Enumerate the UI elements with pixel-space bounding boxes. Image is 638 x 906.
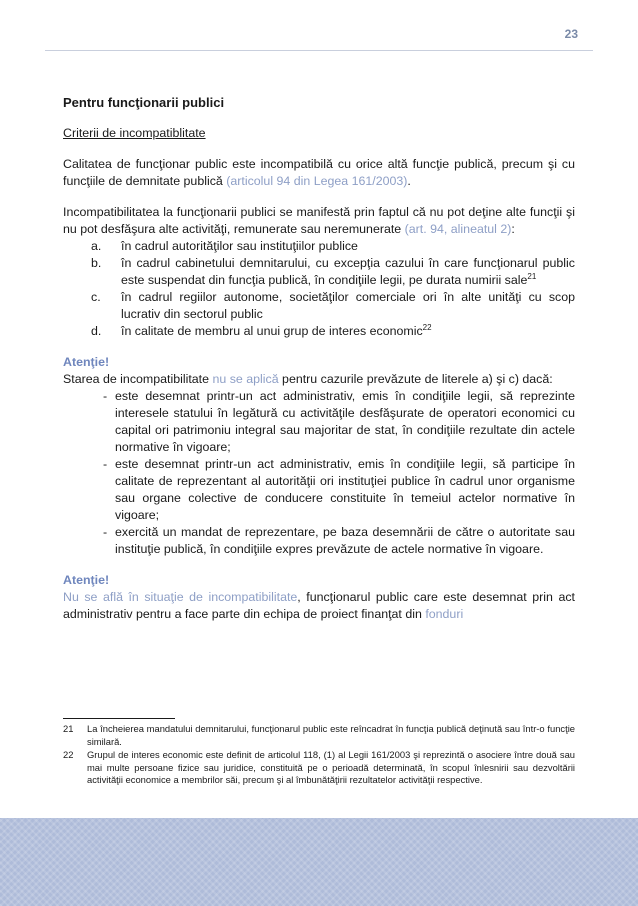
footnote-22: [63, 749, 575, 787]
footnote-text: La încheierea mandatului demnitarului, funcţionarul public este reîncadrat în funcţia publică deţinută sau într-o funcţie similară.: [87, 723, 575, 747]
law-reference: (art. 94, alineatul 2): [404, 222, 512, 236]
list-marker: -: [103, 525, 108, 539]
footnote-number: 21: [63, 723, 74, 734]
punctuation: .: [407, 174, 411, 188]
list-marker: d.: [91, 324, 102, 338]
list-item-text: exercită un mandat de reprezentare, pe baza desemnării de către o autoritate sau instituţie publică, în condiţiile expres prevăzute de actele normative în vigoare.: [115, 525, 575, 556]
footnote-number: 22: [63, 749, 74, 760]
list-item-text: în cadrul cabinetului demnitarului, cu excepţia cazului în care funcţionarul public este suspendat din funcţia publică, în condiţiile legii, pe durata numirii sale$^{21}$: [121, 256, 575, 287]
footnote-21: [63, 723, 575, 748]
list-item: [63, 388, 575, 456]
attention-label: Atenţie!: [63, 573, 110, 587]
list-item: [63, 238, 575, 255]
exception-list: [63, 388, 575, 558]
law-reference: (articolul 94 din Legea 161/2003): [226, 174, 408, 188]
list-item: [63, 255, 575, 289]
criteria-subheading: Criterii de incompatiblitate: [63, 126, 206, 140]
incompatibility-list: [63, 238, 575, 340]
paragraph-exception: Starea de incompatibilitate nu se aplică pentru cazurile prevăzute de literele a) şi c) dacă:: [63, 372, 553, 386]
attention-label: Atenţie!: [63, 355, 110, 369]
list-marker: -: [103, 457, 108, 471]
list-marker: c.: [91, 290, 101, 304]
not-incompatible-highlight: Nu se află în situaţie de incompatibilitate: [63, 590, 298, 604]
list-item: [63, 323, 575, 340]
header-rule: [45, 50, 593, 51]
footnote-rule: [63, 718, 175, 719]
footnote-text: Grupul de interes economic este definit de articolul 118, (1) al Legii 161/2003 şi reprezintă o asociere între două sau mai multe persoane fizice sau juridice, constituită pe o perioadă determinată, în scopul înlesnirii sau dezvoltării activităţii economice a membrilor săi, precum şi al îmbunătăţirii rezultatelor activităţii respective.: [87, 749, 575, 785]
main-content: [63, 94, 575, 623]
paragraph-incompatibility-definition: [63, 156, 575, 190]
list-item: [63, 456, 575, 524]
list-marker: -: [103, 389, 108, 403]
list-marker: a.: [91, 239, 102, 253]
list-item: [63, 524, 575, 558]
footnote-ref-21[interactable]: 21: [527, 271, 537, 281]
list-item-text: în cadrul autorităţilor sau instituţiilor publice: [121, 239, 358, 253]
exception-highlight: nu se aplică: [212, 372, 279, 386]
section-heading: Pentru funcţionarii publici: [63, 95, 225, 110]
paragraph-not-incompatible: Nu se află în situaţie de incompatibilitate, funcţionarul public care este desemnat prin act administrativ pentru a face parte din echipa de proiect finanţat din fonduri: [63, 590, 575, 621]
paragraph-incompatibility-scope: [63, 204, 575, 238]
list-item: [63, 289, 575, 323]
punctuation: :: [511, 222, 515, 236]
funds-highlight: fonduri: [425, 607, 464, 621]
decorative-footer-band: [0, 818, 638, 906]
list-item-text: în cadrul regiilor autonome, societăţilor comerciale ori în alte unităţi cu scop lucrativ din sectorul public: [121, 290, 575, 321]
footnotes: [63, 723, 575, 788]
footnote-ref-22[interactable]: 22: [422, 322, 432, 332]
list-item-text: este desemnat printr-un act administrativ, emis în condiţiile legii, să reprezinte interesele statului în legătură cu activităţile desfăşurate de operatori economici cu capital ori patrimoniu integral sau majoritar de stat, în condiţiile rezultate din actele normative în vigoare;: [115, 389, 575, 454]
page-number: 23: [564, 27, 578, 41]
paragraph-text: Incompatibilitatea la funcţionarii publici se manifestă prin faptul că nu pot deţine alte funcţii şi nu pot desfăşura alte activităţi, remunerate sau neremunerate: [63, 205, 575, 236]
list-item-text: este desemnat printr-un act administrativ, emis în condiţiile legii, să participe în calitate de reprezentant al autorităţii ori instituţiei publice în cadrul unor organisme sau organe colective de conducere constituite în temeiul actelor normative în vigoare;: [115, 457, 575, 522]
list-item-text: în calitate de membru al unui grup de interes economic$^{22}$: [121, 322, 432, 338]
list-marker: b.: [91, 256, 102, 270]
paragraph-text: Calitatea de funcţionar public este incompatibilă cu orice altă funcţie publică, precum şi cu funcţiile de demnitate publică: [63, 157, 575, 188]
